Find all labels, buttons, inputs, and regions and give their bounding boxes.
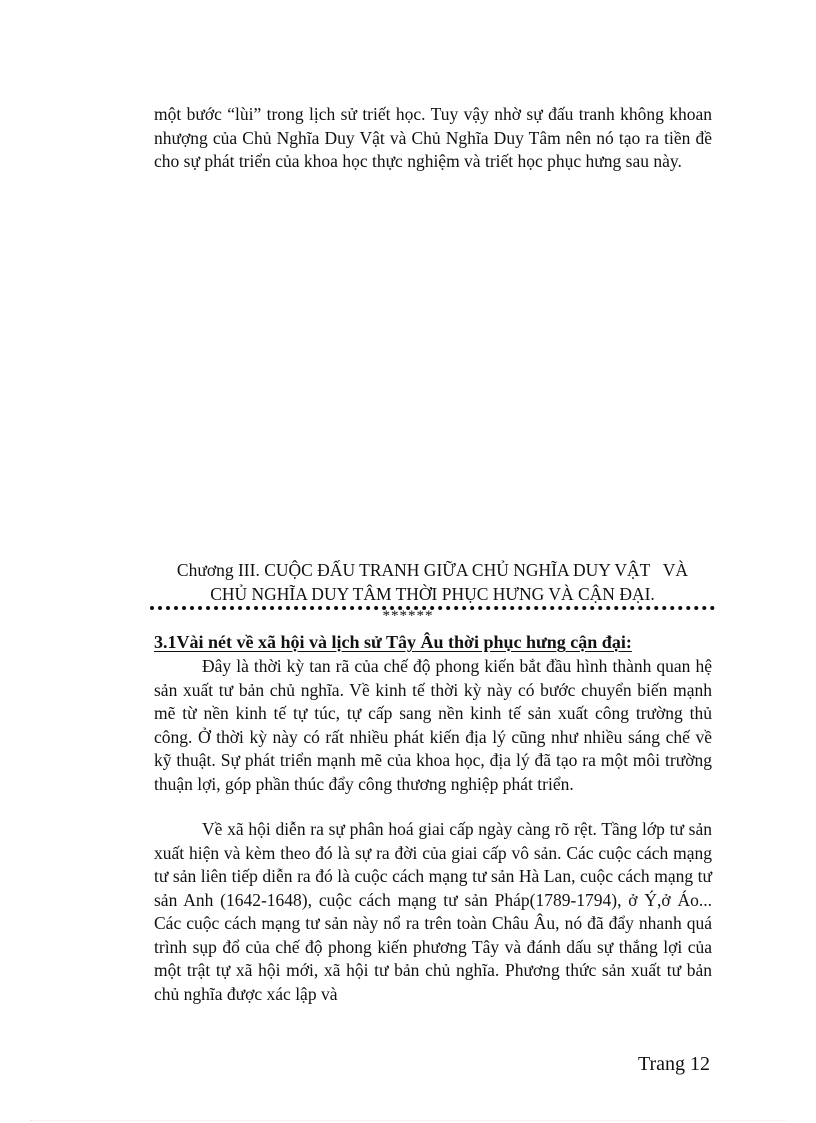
page-number: Trang 12 bbox=[637, 1053, 710, 1075]
section-paragraph-1: Đây là thời kỳ tan rã của chế độ phong kiến bắt đầu hình thành quan hệ sản xuất tư bản chủ nghĩa. Về kinh tế thời kỳ này có bước chuyển biến mạnh mẽ từ nền kinh tế tự túc, tự cấp sang nền kinh tế sản xuất công trường thủ công. Ở thời kỳ này có rất nhiều phát kiến địa lý cũng như nhiều sáng chế về kỹ thuật. Sự phát triển mạnh mẽ của khoa học, địa lý đã tạo ra một môi trường thuận lợi, góp phần thúc đẩy công thương nghiệp phát triển. bbox=[154, 656, 712, 794]
chapter-title bbox=[140, 559, 725, 606]
section-heading: 3.1Vài nét về xã hội và lịch sử Tây Âu thời phục hưng cận đại: bbox=[154, 632, 632, 652]
chapter-title-line-2: CHỦ NGHĨA DUY TÂM THỜI PHỤC HƯNG VÀ CẬN ĐẠI. bbox=[210, 583, 655, 604]
page-bottom-border bbox=[30, 1120, 786, 1121]
intro-paragraph: một bước “lùi” trong lịch sử triết học. Tuy vậy nhờ sự đấu tranh không khoan nhượng của Chủ Nghĩa Duy Vật và Chủ Nghĩa Duy Tâm nên nó tạo ra tiền đề cho sự phát triển của khoa học thực nghiệm và triết học phục hưng sau này. bbox=[154, 104, 712, 171]
chapter-title-line-1: Chương III. CUỘC ĐẤU TRANH GIỮA CHỦ NGHĨA DUY VẬT VÀ bbox=[176, 560, 689, 580]
asterisk-separator: ****** bbox=[382, 608, 434, 624]
section-paragraph-2: Về xã hội diễn ra sự phân hoá giai cấp ngày càng rõ rệt. Tầng lớp tư sản xuất hiện và kèm theo đó là sự ra đời của giai cấp vô sản. Các cuộc cách mạng tư sản liên tiếp diễn ra đó là cuộc cách mạng tư sản Hà Lan, cuộc cách mạng tư sản Anh (1642-1648), cuộc cách mạng tư sản Pháp(1789-1794), ở Ý,ở Áo... Các cuộc cách mạng tư sản này nổ ra trên toàn Châu Âu, nó đã đẩy nhanh quá trình sụp đổ của chế độ phong kiến phương Tây và đánh dấu sự thắng lợi của một trật tự xã hội mới, xã hội tư bản chủ nghĩa. Phương thức sản xuất tư bản chủ nghĩa được xác lập và bbox=[154, 819, 712, 1004]
